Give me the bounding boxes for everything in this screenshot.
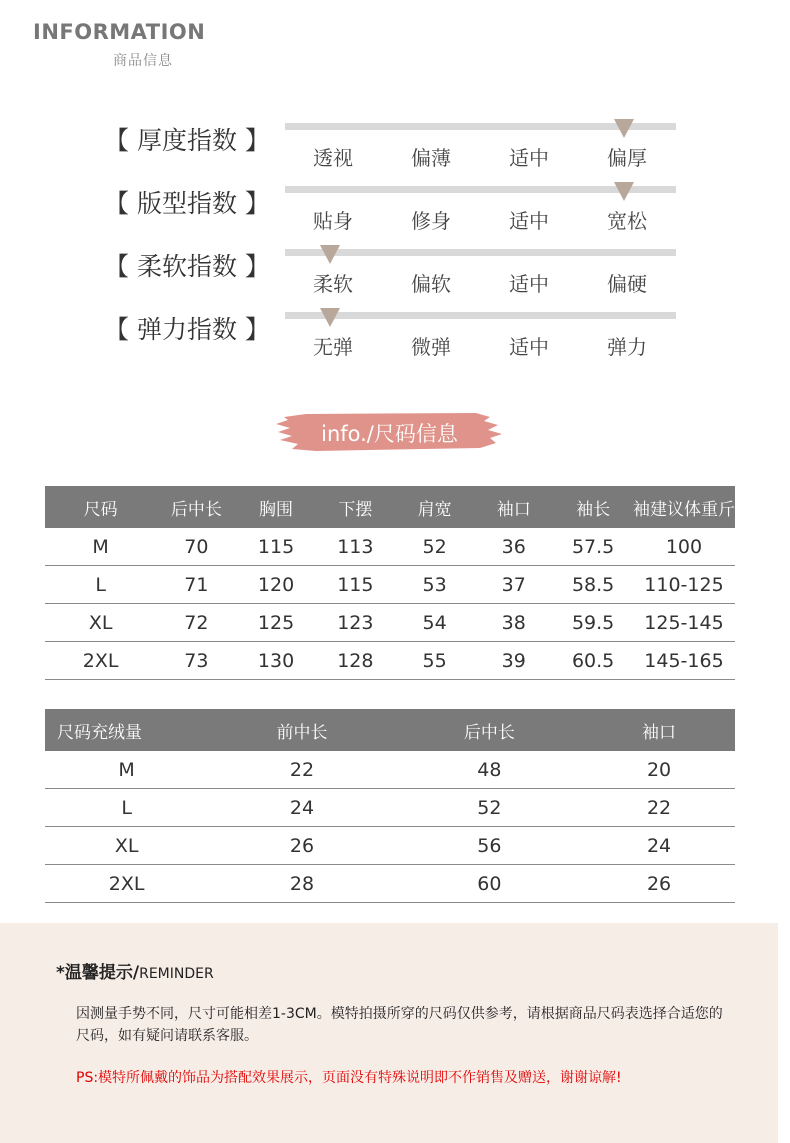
size-table-cell: 125-145: [633, 604, 735, 642]
size-table-cell: 37: [474, 566, 553, 604]
fill-table-cell: 22: [208, 751, 395, 789]
reminder-body: 因测量手势不同，尺寸可能相差1-3CM。模特拍摄所穿的尺码仅供参考，请根据商品尺码表选择合适您的尺码，如有疑问请联系客服。: [76, 1006, 723, 1044]
size-table-cell: 115: [236, 528, 315, 566]
reminder-title: [56, 958, 214, 983]
size-table-header-cell: 尺码: [45, 486, 156, 528]
size-table-cell: 145-165: [633, 642, 735, 680]
fill-table-cell: 2XL: [45, 865, 208, 903]
size-table-cell: 54: [395, 604, 474, 642]
size-table-cell: 120: [236, 566, 315, 604]
index-option: 偏软: [411, 272, 451, 296]
size-table-cell: XL: [45, 604, 156, 642]
size-table-row: [45, 642, 735, 680]
size-table-cell: 60.5: [553, 642, 633, 680]
fill-table-cell: 56: [396, 827, 583, 865]
size-table-cell: 73: [156, 642, 236, 680]
size-table-cell: 72: [156, 604, 236, 642]
fill-table-cell: XL: [45, 827, 208, 865]
index-title: 【 柔软指数 】: [104, 252, 270, 281]
index-marker-icon: [320, 308, 340, 327]
fill-table-row: [45, 789, 735, 827]
index-option: 偏硬: [607, 272, 647, 296]
size-table-cell: 71: [156, 566, 236, 604]
size-table-cell: M: [45, 528, 156, 566]
size-table-cell: 125: [236, 604, 315, 642]
size-table-header: [45, 486, 735, 528]
fill-table-row: [45, 865, 735, 903]
fill-table-cell: 28: [208, 865, 395, 903]
size-table-header-cell: 袖长: [553, 486, 633, 528]
index-option: 偏薄: [411, 146, 451, 170]
fill-table-header: [45, 709, 735, 751]
size-table-header-cell: 胸围: [236, 486, 315, 528]
index-title: 【 版型指数 】: [104, 189, 270, 218]
size-table-cell: 115: [316, 566, 395, 604]
fill-table-header-cell: 袖口: [583, 709, 735, 751]
reminder-title-en: REMINDER: [139, 966, 214, 982]
size-table-row: [45, 604, 735, 642]
size-table-row: [45, 566, 735, 604]
size-table-cell: 58.5: [553, 566, 633, 604]
size-table-cell: 38: [474, 604, 553, 642]
index-option: 修身: [411, 209, 451, 233]
fill-table-header-cell: 前中长: [208, 709, 395, 751]
size-table-header-cell: 后中长: [156, 486, 236, 528]
size-table-cell: 123: [316, 604, 395, 642]
index-option: 宽松: [607, 209, 647, 233]
index-option: 偏厚: [607, 146, 647, 170]
fill-table-row: [45, 827, 735, 865]
fill-table-cell: 22: [583, 789, 735, 827]
fill-table-cell: 60: [396, 865, 583, 903]
fill-table-cell: 24: [208, 789, 395, 827]
index-marker-icon: [614, 182, 634, 201]
index-bar: [285, 312, 676, 319]
fill-table-cell: M: [45, 751, 208, 789]
fill-table-cell: 24: [583, 827, 735, 865]
size-table-cell: 70: [156, 528, 236, 566]
index-option: 柔软: [313, 272, 353, 296]
fill-table-cell: 26: [208, 827, 395, 865]
header-title-cn: 商品信息: [113, 53, 173, 69]
size-table-header-cell: 肩宽: [395, 486, 474, 528]
fill-table: [45, 709, 735, 903]
size-table-row: [45, 528, 735, 566]
index-option: 微弹: [411, 335, 451, 359]
fill-table-cell: 52: [396, 789, 583, 827]
fill-table-cell: 48: [396, 751, 583, 789]
index-marker-icon: [320, 245, 340, 264]
index-option: 适中: [509, 335, 549, 359]
size-table-cell: 53: [395, 566, 474, 604]
size-table-cell: 55: [395, 642, 474, 680]
size-info-banner: [276, 411, 503, 453]
size-table-cell: 130: [236, 642, 315, 680]
index-title: 【 弹力指数 】: [104, 315, 270, 344]
fill-table-cell: 26: [583, 865, 735, 903]
index-option: 无弹: [313, 335, 353, 359]
size-table-cell: 52: [395, 528, 474, 566]
index-option: 贴身: [313, 209, 353, 233]
index-option: 透视: [313, 146, 353, 170]
size-table-cell: 2XL: [45, 642, 156, 680]
size-table-header-cell: 袖建议体重斤: [633, 486, 735, 528]
index-bar: [285, 249, 676, 256]
reminder-ps: PS:模特所佩戴的饰品为搭配效果展示，页面没有特殊说明即不作销售及赠送，谢谢谅解!: [76, 1070, 622, 1086]
size-info-banner-text: info./尺码信息: [321, 422, 458, 446]
size-table: [45, 486, 735, 680]
size-table-cell: 59.5: [553, 604, 633, 642]
size-table-cell: 39: [474, 642, 553, 680]
fill-table-cell: 20: [583, 751, 735, 789]
fill-table-header-cell: 尺码充绒量: [45, 709, 208, 751]
index-option: 弹力: [607, 335, 647, 359]
size-table-header-cell: 袖口: [474, 486, 553, 528]
size-table-cell: 36: [474, 528, 553, 566]
size-table-cell: 100: [633, 528, 735, 566]
fill-table-row: [45, 751, 735, 789]
size-table-cell: 128: [316, 642, 395, 680]
reminder-title-cn: *温馨提示/: [56, 963, 140, 983]
size-table-cell: 110-125: [633, 566, 735, 604]
index-marker-icon: [614, 119, 634, 138]
size-table-cell: L: [45, 566, 156, 604]
index-title: 【 厚度指数 】: [104, 126, 270, 155]
index-option: 适中: [509, 209, 549, 233]
index-option: 适中: [509, 272, 549, 296]
size-table-cell: 113: [316, 528, 395, 566]
index-option: 适中: [509, 146, 549, 170]
fill-table-cell: L: [45, 789, 208, 827]
header-title-en: INFORMATION: [33, 20, 206, 44]
size-table-header-cell: 下摆: [316, 486, 395, 528]
size-table-cell: 57.5: [553, 528, 633, 566]
fill-table-header-cell: 后中长: [396, 709, 583, 751]
